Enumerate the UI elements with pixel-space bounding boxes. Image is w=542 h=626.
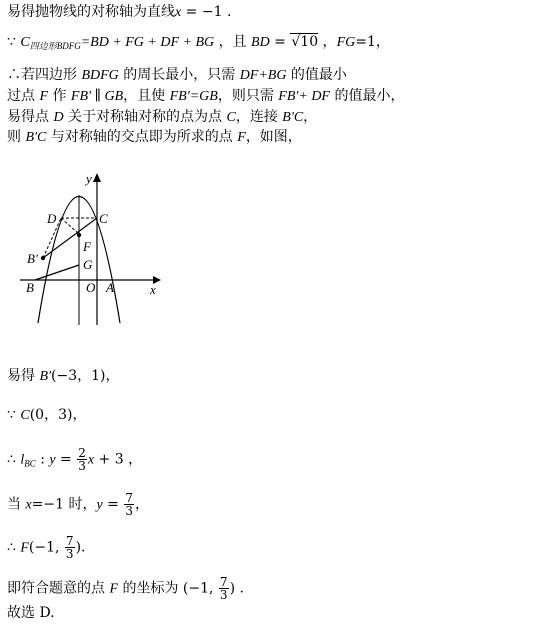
text: 与对称轴的交点即为所求的点 xyxy=(46,129,238,145)
numerator: 2 xyxy=(78,446,86,460)
math-var: F xyxy=(237,130,246,145)
subscript: 四边形BDFG xyxy=(29,41,81,51)
text: 即符合题意的点 xyxy=(7,580,110,597)
label-x: x xyxy=(150,282,156,297)
line-5 xyxy=(7,108,317,127)
math-var: F xyxy=(109,581,119,597)
line-7 xyxy=(7,367,119,386)
math-var: F xyxy=(39,89,49,104)
text: 易得点 xyxy=(7,109,54,125)
label-G: G xyxy=(83,257,93,272)
text: ， xyxy=(303,109,318,125)
denominator: 3 xyxy=(125,504,133,518)
text: ， xyxy=(135,496,149,513)
math-var: D xyxy=(53,110,64,125)
text: 的值最小， xyxy=(330,88,405,104)
math-var: FG xyxy=(336,35,356,50)
text: ，且使 xyxy=(123,88,170,104)
math-expr: B'C xyxy=(25,130,47,145)
fraction xyxy=(219,576,229,601)
line-1 xyxy=(7,3,231,22)
fraction xyxy=(77,447,87,472)
line-3 xyxy=(7,66,347,85)
math-var: BD xyxy=(251,35,270,50)
math-var: l xyxy=(20,452,25,468)
subscript: BC xyxy=(24,458,36,469)
text: : xyxy=(35,451,50,468)
label-O: O xyxy=(86,280,96,295)
text: 当 xyxy=(7,496,26,513)
math-expr: FB'+ DF xyxy=(278,89,330,104)
math-var: y xyxy=(96,497,103,513)
text: ， xyxy=(318,34,337,50)
dashed-DF xyxy=(61,218,79,234)
text: ) . xyxy=(229,580,244,597)
math-expr: B'C xyxy=(282,110,304,125)
text: ，连接 xyxy=(235,109,283,125)
line-6 xyxy=(7,128,302,147)
label-A: A xyxy=(106,280,114,295)
text: 故选 D. xyxy=(7,605,55,621)
numerator: 7 xyxy=(65,534,74,548)
math-expr: =BD + FG + DF + BG xyxy=(80,35,215,50)
line-12 xyxy=(7,576,244,601)
text: (−1, xyxy=(28,539,64,556)
text: ∴ xyxy=(7,451,21,468)
parabola-figure xyxy=(15,165,165,330)
math-var: C xyxy=(226,110,236,125)
text: 易得抛物线的对称轴为直线 xyxy=(7,4,175,20)
text: = xyxy=(55,451,77,468)
label-D: D xyxy=(47,211,57,226)
text: 过点 xyxy=(7,88,40,104)
math-var: y xyxy=(49,452,56,468)
fraction xyxy=(65,535,75,560)
text: ，且 xyxy=(214,34,252,50)
denominator: 3 xyxy=(78,459,86,473)
text: ). xyxy=(75,539,86,556)
math-var: C xyxy=(20,35,30,50)
denominator: 3 xyxy=(219,588,228,602)
text: = −1 . xyxy=(181,4,232,20)
sqrt-expr: √10 xyxy=(291,34,319,50)
text: ，如图， xyxy=(245,129,302,145)
line-11 xyxy=(7,535,85,560)
text: =1， xyxy=(355,34,390,50)
numerator: 7 xyxy=(219,575,228,589)
text: =−1 时， xyxy=(31,496,97,513)
line-4 xyxy=(7,87,404,106)
line-10 xyxy=(7,492,149,517)
text: ∴若四边形 xyxy=(7,67,82,83)
text: (−3，1)， xyxy=(51,368,120,384)
math-var: x xyxy=(87,452,95,468)
math-expr: DF+BG xyxy=(239,68,287,83)
label-Bprime: B' xyxy=(27,251,38,266)
text: = xyxy=(269,34,291,50)
text: ∵ xyxy=(7,407,21,423)
point-Bprime xyxy=(41,256,45,260)
math-expr: FB' ∥ GB xyxy=(70,89,124,104)
point-F xyxy=(77,233,81,237)
denominator: 3 xyxy=(65,547,74,561)
line-8 xyxy=(7,406,86,425)
text: (0，3)， xyxy=(29,407,87,423)
line-9 xyxy=(7,447,142,473)
text: 易得 xyxy=(7,368,40,384)
math-var: BDFG xyxy=(81,68,119,83)
text: ∴ xyxy=(7,539,21,556)
text: 则 xyxy=(7,129,26,145)
fraction xyxy=(124,492,134,517)
text: 的坐标为 (−1, xyxy=(118,580,218,597)
math-var: F xyxy=(20,540,29,556)
label-C: C xyxy=(99,211,108,226)
line-BG xyxy=(35,265,79,280)
math-var: x xyxy=(25,497,32,513)
label-F: F xyxy=(83,239,91,254)
text: = xyxy=(102,496,124,513)
label-y: y xyxy=(86,171,92,186)
math-expr: FB'=GB xyxy=(169,89,218,104)
text: 关于对称轴对称的点为点 xyxy=(63,109,227,125)
math-var: x xyxy=(175,5,182,20)
text: 的值最小 xyxy=(286,67,347,83)
text: + 3 ， xyxy=(94,451,143,468)
numerator: 7 xyxy=(125,491,133,505)
label-B: B xyxy=(26,280,34,295)
text: ，则只需 xyxy=(217,88,279,104)
text: 的周长最小，只需 xyxy=(118,67,240,83)
line-2 xyxy=(7,33,390,55)
line-13 xyxy=(7,604,55,622)
text: ∵ xyxy=(7,34,21,50)
math-var: B' xyxy=(39,369,51,384)
text: 作 xyxy=(48,88,71,104)
y-axis-arrow xyxy=(93,173,101,182)
math-var: C xyxy=(20,408,30,423)
